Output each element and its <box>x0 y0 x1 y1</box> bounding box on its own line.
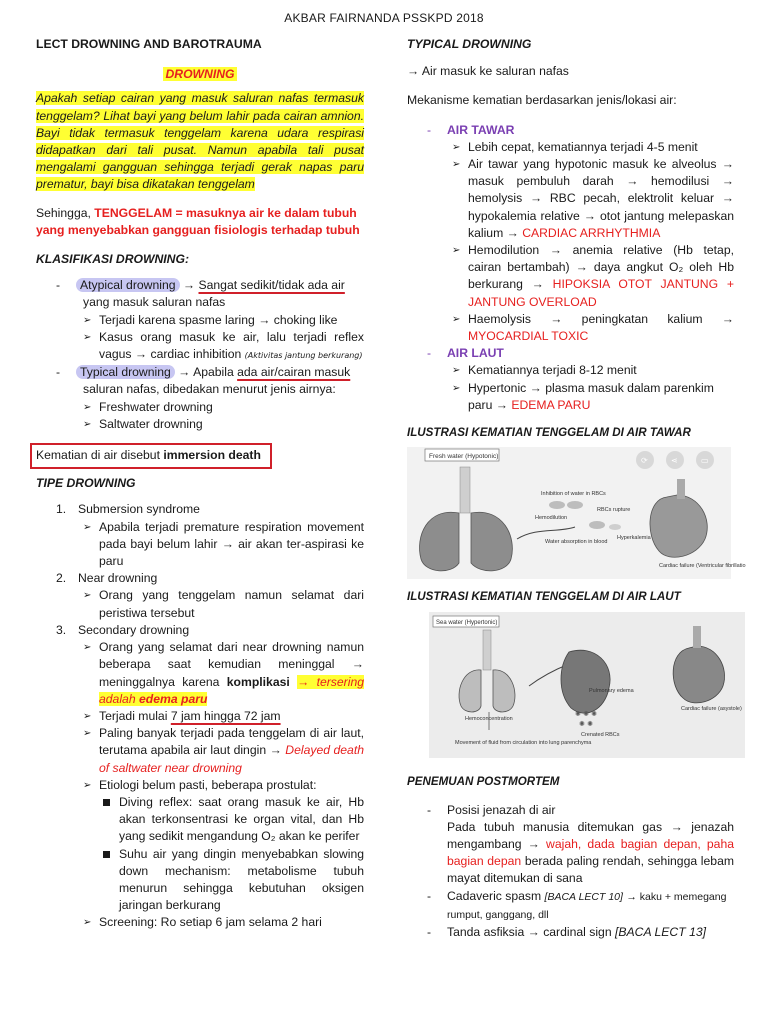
dash-bullet: - <box>427 802 432 817</box>
atypical-subitem-text: Terjadi karena spasme laring → choking like <box>99 312 338 327</box>
seawater-illustration <box>429 612 745 758</box>
postmortem-item-2 <box>407 888 734 924</box>
tipe-item-3 <box>36 622 364 639</box>
terjadi-underlined: 7 jam hingga 72 jam <box>170 708 281 723</box>
tawar-item <box>407 139 734 156</box>
arrow: → <box>182 278 196 293</box>
haemolysis-line <box>468 311 734 345</box>
screening-text: Screening: Ro setiap 6 jam selama 2 hari <box>99 915 322 930</box>
posisi-tail: berada paling rendah, sehingga lebam mayat ditemukan di sana <box>447 854 734 886</box>
typical-arrow: → Apabila <box>178 365 234 380</box>
fresh-label-5: Hyperkalemia <box>617 535 651 542</box>
arrow-bullet-icon: ➢ <box>83 314 92 326</box>
arrow-bullet-icon: ➢ <box>452 313 461 325</box>
tipe-item-1 <box>36 501 364 518</box>
baca-lect-13: [BACA LECT 13] <box>615 925 707 940</box>
tipe-subitem-text: Apabila terjadi premature respiration movement pada bayi belum lahir → air akan ter-aspirasi ke paru <box>99 519 364 569</box>
secondary-complication <box>99 639 364 708</box>
typical-rest: saluran nafas, dibedakan menurut jenis airnya: <box>83 382 336 397</box>
arrow-bullet-icon: ➢ <box>83 917 92 929</box>
tipe-subitem <box>36 914 364 931</box>
atypical-subitem-text <box>99 329 364 364</box>
diving-reflex-text: Diving reflex: saat orang masuk ke air, Hb akan terkonsentrasi ke organ vital, dan Hb yang sedikit mengandung O₂ akan ke perifer <box>119 794 364 844</box>
atypical-subitem <box>36 329 364 364</box>
square-bullet-icon <box>103 794 119 846</box>
arrow-bullet-icon: ➢ <box>83 710 92 722</box>
atypical-underlined: Sangat sedikit/tidak ada air <box>198 278 345 293</box>
hemodilution-text: Hemodilution → anemia relative (Hb tetap, cairan bertambah) → daya angkut O₂ oleh Hb berkurang → <box>468 243 734 292</box>
tawar-mechanism-text: Air tawar yang hypotonic masuk ke alveolus → masuk pembuluh darah → hemodilusi → hemolysis → RBC pecah, elektrolit keluar → hypokalemia relative → otot jantung melepaskan kalium → <box>468 157 734 240</box>
cadaveric-tail: → kaku + memegang rumput, ganggang, dll <box>447 890 727 921</box>
haemolysis-text: Haemolysis → peningkatan kalium → <box>468 311 734 326</box>
arrow-bullet-icon: ➢ <box>83 728 92 740</box>
definition-prefix: Sehingga, <box>36 205 91 220</box>
book-icon[interactable]: ▭ <box>701 456 709 466</box>
fresh-label-3: Hemodilution <box>535 515 568 522</box>
atypical-label: Atypical drowning <box>76 278 180 292</box>
tipe-item-2 <box>36 570 364 587</box>
hemodilution-line <box>468 242 734 311</box>
tipe-item-label: Secondary drowning <box>78 622 190 637</box>
complication-highlight-text: → tersering adalah <box>99 674 365 706</box>
atypical-subitem-main: Kasus orang masuk ke air, lalu terjadi reflex vagus → cardiac inhibition <box>99 329 364 362</box>
sea-tag: Sea water (Hypertonic) <box>436 620 498 627</box>
seawater-diagram <box>429 612 745 758</box>
etiologi-subitem <box>36 846 364 915</box>
typical-drowning-title: TYPICAL DROWNING <box>407 37 532 51</box>
number-marker: 1. <box>56 502 67 517</box>
hipoksia-text: HIPOKSIA OTOT JANTUNG + JANTUNG OVERLOAD <box>468 277 734 309</box>
tawar-item-text: Lebih cepat, kematiannya terjadi 4-5 menit <box>468 139 698 154</box>
etiologi-subitem <box>36 794 364 846</box>
suhu-text: Suhu air yang dingin menyebabkan slowing down mechanism: metabolisme tubuh menurun sehingga kebutuhan oksigen jaringan berkurang <box>119 846 364 913</box>
left-column <box>36 36 364 932</box>
tawar-item <box>407 156 734 242</box>
tipe-subitem <box>36 708 364 725</box>
atypical-subitem <box>36 312 364 329</box>
laut-item <box>407 362 734 379</box>
definition-text: TENGGELAM = masuknya air ke dalam tubuh yang menyebabkan gangguan fisiologis terhadap tubuh <box>36 205 360 237</box>
tipe-title: TIPE DROWNING <box>36 476 136 491</box>
dash-bullet: - <box>427 346 432 361</box>
sea-label-1: Pulmonary edema <box>589 688 634 695</box>
atypical-rest: yang masuk saluran nafas <box>83 295 226 310</box>
freshwater-illustration <box>407 447 746 579</box>
typical-line: → Air masuk ke saluran nafas <box>407 64 569 79</box>
terjadi-prefix: Terjadi mulai <box>99 708 168 723</box>
hypertonic-text: Hypertonic → plasma masuk dalam parenkim paru → <box>468 380 714 412</box>
tipe-item-label: Near drowning <box>78 571 158 586</box>
lecture-title: LECT DROWNING AND BAROTRAUMA <box>36 37 262 51</box>
fresh-tag: Fresh water (Hypotonic) <box>429 453 499 461</box>
sea-label-5: Movement of fluid from circulation into lung parenchyma <box>455 740 592 747</box>
klasifikasi-title: KLASIFIKASI DROWNING: <box>36 252 190 267</box>
typical-underlined: ada air/cairan masuk <box>237 365 351 380</box>
air-tawar-label: AIR TAWAR <box>447 122 515 137</box>
arrow-bullet-icon: ➢ <box>452 141 461 153</box>
arrow-bullet-icon: ➢ <box>452 365 461 377</box>
etiologi-text: Etiologi belum pasti, beberapa prostulat: <box>99 777 317 792</box>
posisi-jenazah-detail <box>447 819 734 888</box>
arrow-bullet-icon: ➢ <box>452 382 461 394</box>
posisi-red: wajah, dada bagian depan, paha bagian depan <box>447 837 735 869</box>
paling-line <box>99 725 364 777</box>
arrow-bullet-icon: ➢ <box>83 642 92 654</box>
ilustrasi-laut-title: ILUSTRASI KEMATIAN TENGGELAM DI AIR LAUT <box>407 590 681 604</box>
number-marker: 2. <box>56 571 67 586</box>
laut-item <box>407 380 734 414</box>
posisi-text: Pada tubuh manusia ditemukan gas → jenazah mengambang → <box>447 819 734 852</box>
myocardial-toxic-text: MYOCARDIAL TOXIC <box>468 329 589 344</box>
delayed-death-text: Delayed death of saltwater near drowning <box>99 743 364 775</box>
intro-paragraph <box>36 90 364 193</box>
share-icon[interactable]: ⋖ <box>671 456 678 466</box>
complication-bold: komplikasi <box>226 674 290 689</box>
immersion-bold: immersion death <box>163 448 261 463</box>
drowning-heading <box>36 66 364 83</box>
arrow-bullet-icon: ➢ <box>83 401 92 413</box>
typical-subitem-text: Saltwater drowning <box>99 416 203 431</box>
baca-lect-10: [BACA LECT 10] <box>544 890 623 903</box>
drowning-label: DROWNING <box>165 67 235 82</box>
sea-label-4: Crenated RBCs <box>581 732 620 739</box>
fresh-label-4: Water absorption in blood <box>545 539 608 546</box>
tipe-item-label: Submersion syndrome <box>78 502 200 517</box>
number-marker: 3. <box>56 622 67 637</box>
mekanisme-line: Mekanisme kematian berdasarkan jenis/lokasi air: <box>407 93 677 108</box>
reload-icon[interactable]: ⟳ <box>641 456 648 466</box>
tipe-subitem-text: Orang yang tenggelam namun selamat dari peristiwa tersebut <box>99 588 364 620</box>
fresh-label-1: Inhibition of water in RBCs <box>541 491 606 498</box>
postmortem-item-1 <box>407 802 734 888</box>
arrow-bullet-icon: ➢ <box>83 779 92 791</box>
air-tawar-heading <box>407 122 734 139</box>
sea-label-3: Hemoconcentration <box>465 716 513 723</box>
paling-text: Paling banyak terjadi pada tenggelam di air laut, terutama apabila air laut dingin → <box>99 726 364 758</box>
air-laut-label: AIR LAUT <box>447 346 504 361</box>
immersion-prefix: Kematian di air disebut <box>36 448 160 463</box>
typical-item <box>36 364 364 381</box>
laut-hypertonic <box>468 380 734 414</box>
immersion-box <box>30 443 272 469</box>
tawar-item <box>407 311 734 345</box>
atypical-item <box>36 277 364 294</box>
arrow-bullet-icon: ➢ <box>452 159 461 171</box>
crenated-rbc-icon: ✺ ✺ <box>579 720 593 729</box>
fresh-label-6: Cardiac failure (Ventricular fibrillatio <box>659 563 746 570</box>
arrow-bullet-icon: ➢ <box>452 245 461 257</box>
handwritten-note: (Aktivitas jantung berkurang) <box>244 351 363 361</box>
page-header: AKBAR FAIRNANDA PSSKPD 2018 <box>284 11 484 25</box>
complication-highlight-bold: edema paru <box>139 691 208 706</box>
laut-item-text: Kematiannya terjadi 8-12 menit <box>468 363 637 378</box>
definition-paragraph <box>36 205 364 239</box>
tipe-subitem <box>36 519 364 571</box>
dash-bullet: - <box>56 278 61 293</box>
postmortem-title: PENEMUAN POSTMORTEM <box>407 775 560 789</box>
cardiac-arrhythmia-text: CARDIAC ARRHYTHMIA <box>522 225 661 240</box>
typical-label: Typical drowning <box>76 365 175 379</box>
tipe-subitem <box>36 587 364 621</box>
ilustrasi-tawar-title: ILUSTRASI KEMATIAN TENGGELAM DI AIR TAWAR <box>407 426 691 440</box>
dash-bullet: - <box>427 122 432 137</box>
arrow-bullet-icon: ➢ <box>83 331 92 343</box>
cadaveric-text: Cadaveric spasm <box>447 888 542 903</box>
crenated-rbc-icon: ✺ ✺ ✺ <box>575 710 598 719</box>
typical-subitem <box>36 399 364 416</box>
edema-paru-text: EDEMA PARU <box>511 397 591 412</box>
tawar-item <box>407 242 734 311</box>
right-column <box>407 36 746 941</box>
terjadi-line <box>99 708 364 725</box>
arrow-bullet-icon: ➢ <box>83 521 92 533</box>
posisi-jenazah-label: Posisi jenazah di air <box>447 802 556 817</box>
arrow-bullet-icon: ➢ <box>83 590 92 602</box>
asfiksia-text: Tanda asfiksia → cardinal sign <box>447 925 612 940</box>
tipe-subitem <box>36 725 364 777</box>
arrow-bullet-icon: ➢ <box>83 418 92 430</box>
air-laut-heading <box>407 345 734 362</box>
tawar-mechanism <box>468 156 734 242</box>
dash-bullet: - <box>427 925 432 940</box>
dash-bullet: - <box>427 888 432 903</box>
square-bullet-icon <box>103 846 119 915</box>
postmortem-item-3 <box>407 924 734 941</box>
sea-label-2: Cardiac failure (asystole) <box>681 706 742 713</box>
typical-subitem <box>36 416 364 433</box>
tipe-subitem <box>36 639 364 708</box>
freshwater-diagram <box>407 447 746 579</box>
dash-bullet: - <box>56 365 61 380</box>
tipe-subitem <box>36 777 364 794</box>
complication-text: Orang yang selamat dari near drowning namun beberapa saat kemudian meninggal → meninggalnya karena <box>99 640 364 689</box>
fresh-label-2: RBCs rupture <box>597 507 631 514</box>
intro-text: Apakah setiap cairan yang masuk saluran nafas termasuk tenggelam? Lihat bayi yang belum lahir pada cairan amnion. Bayi tidak termasuk tenggelam karena udara respirasi didapatkan dari tali pusat. Namun apabila tali pusat mengalami gangguan sehingga terjadi gerak napas paru prematur, bayi bisa dikatakan tenggelam <box>36 91 364 192</box>
typical-subitem-text: Freshwater drowning <box>99 399 213 414</box>
